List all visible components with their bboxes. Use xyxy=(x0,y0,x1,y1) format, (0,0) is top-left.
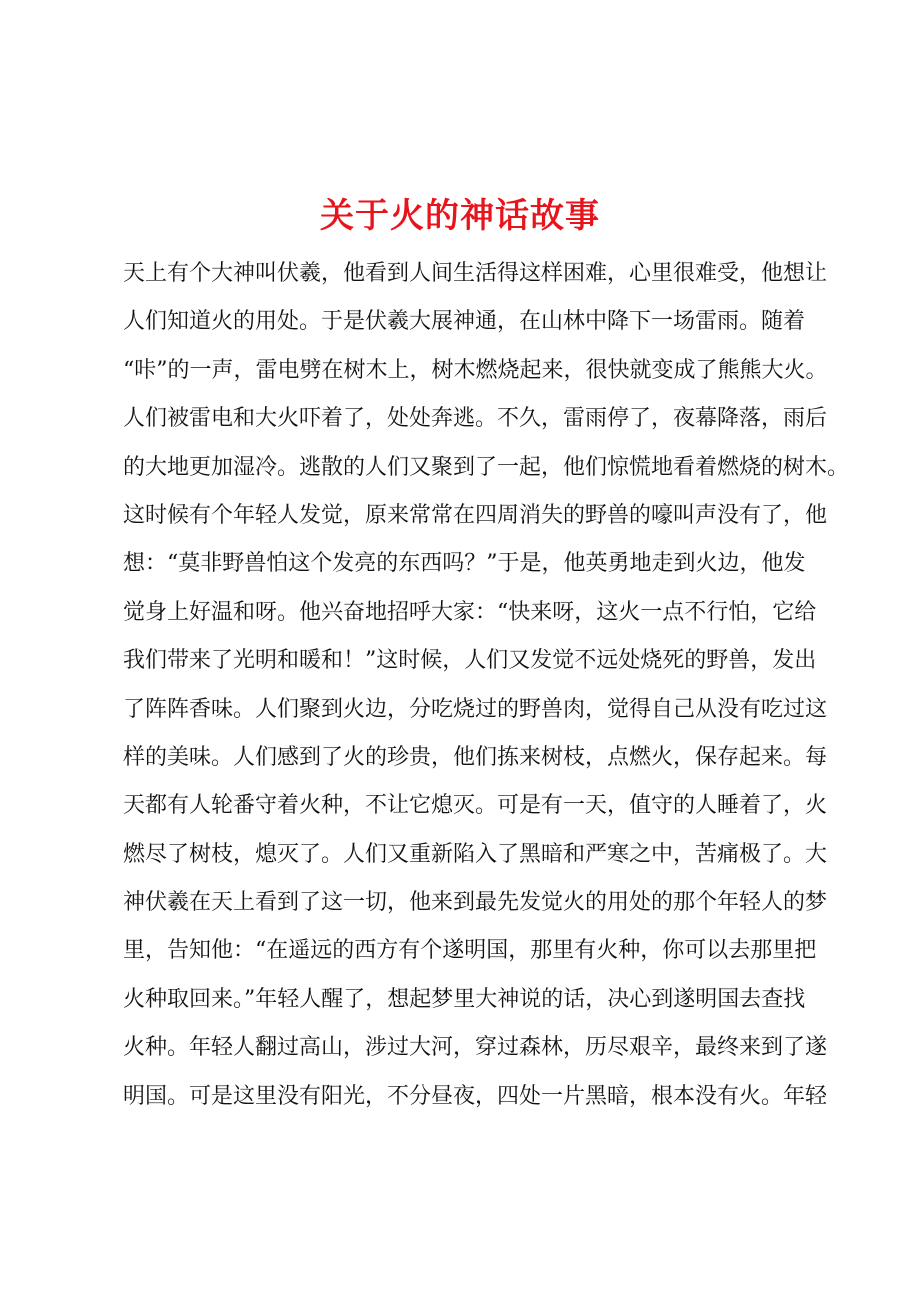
body-line: 燃尽了树枝，熄灭了。人们又重新陷入了黑暗和严寒之中，苦痛极了。大 xyxy=(123,841,828,867)
document-body xyxy=(123,250,850,1121)
body-line: 火种取回来。”年轻人醒了，想起梦里大神说的话，决心到遂明国去查找 xyxy=(123,986,806,1012)
body-line: 了阵阵香味。人们聚到火边，分吃烧过的野兽肉，觉得自己从没有吃过这 xyxy=(123,696,828,722)
body-line: 的大地更加湿冷。逃散的人们又聚到了一起，他们惊慌地看着燃烧的树木。 xyxy=(123,454,850,480)
body-line: 火种。年轻人翻过高山，涉过大河，穿过森林，历尽艰辛，最终来到了遂 xyxy=(123,1035,828,1061)
body-line: 天都有人轮番守着火种，不让它熄灭。可是有一天，值守的人睡着了，火 xyxy=(123,793,828,819)
body-line: 觉身上好温和呀。他兴奋地招呼大家：“快来呀，这火一点不行怕，它给 xyxy=(123,599,817,625)
body-line: “咔”的一声，雷电劈在树木上，树木燃烧起来，很快就变成了熊熊大火。 xyxy=(123,357,828,383)
body-line: 这时候有个年轻人发觉，原来常常在四周消失的野兽的嚎叫声没有了，他 xyxy=(123,502,828,528)
document-title: 关于火的神话故事 xyxy=(320,196,600,236)
body-line: 天上有个大神叫伏羲，他看到人间生活得这样困难，心里很难受，他想让 xyxy=(123,261,828,286)
body-line: 人们被雷电和大火吓着了，处处奔逃。不久，雷雨停了，夜幕降落，雨后 xyxy=(123,406,828,432)
body-line: 里，告知他：“在遥远的西方有个遂明国，那里有火种，你可以去那里把 xyxy=(123,938,817,964)
body-line: 想：“莫非野兽怕这个发亮的东西吗？”于是，他英勇地走到火边，他发 xyxy=(123,551,806,577)
body-line: 样的美味。人们感到了火的珍贵，他们拣来树枝，点燃火，保存起来。每 xyxy=(123,744,828,770)
body-line: 明国。可是这里没有阳光，不分昼夜，四处一片黑暗，根本没有火。年轻 xyxy=(123,1083,828,1109)
body-line: 神伏羲在天上看到了这一切，他来到最先发觉火的用处的那个年轻人的梦 xyxy=(123,890,828,916)
body-line: 我们带来了光明和暖和！”这时候，人们又发觉不远处烧死的野兽，发出 xyxy=(123,648,817,674)
body-line: 人们知道火的用处。于是伏羲大展神通，在山林中降下一场雷雨。随着 xyxy=(123,309,806,335)
